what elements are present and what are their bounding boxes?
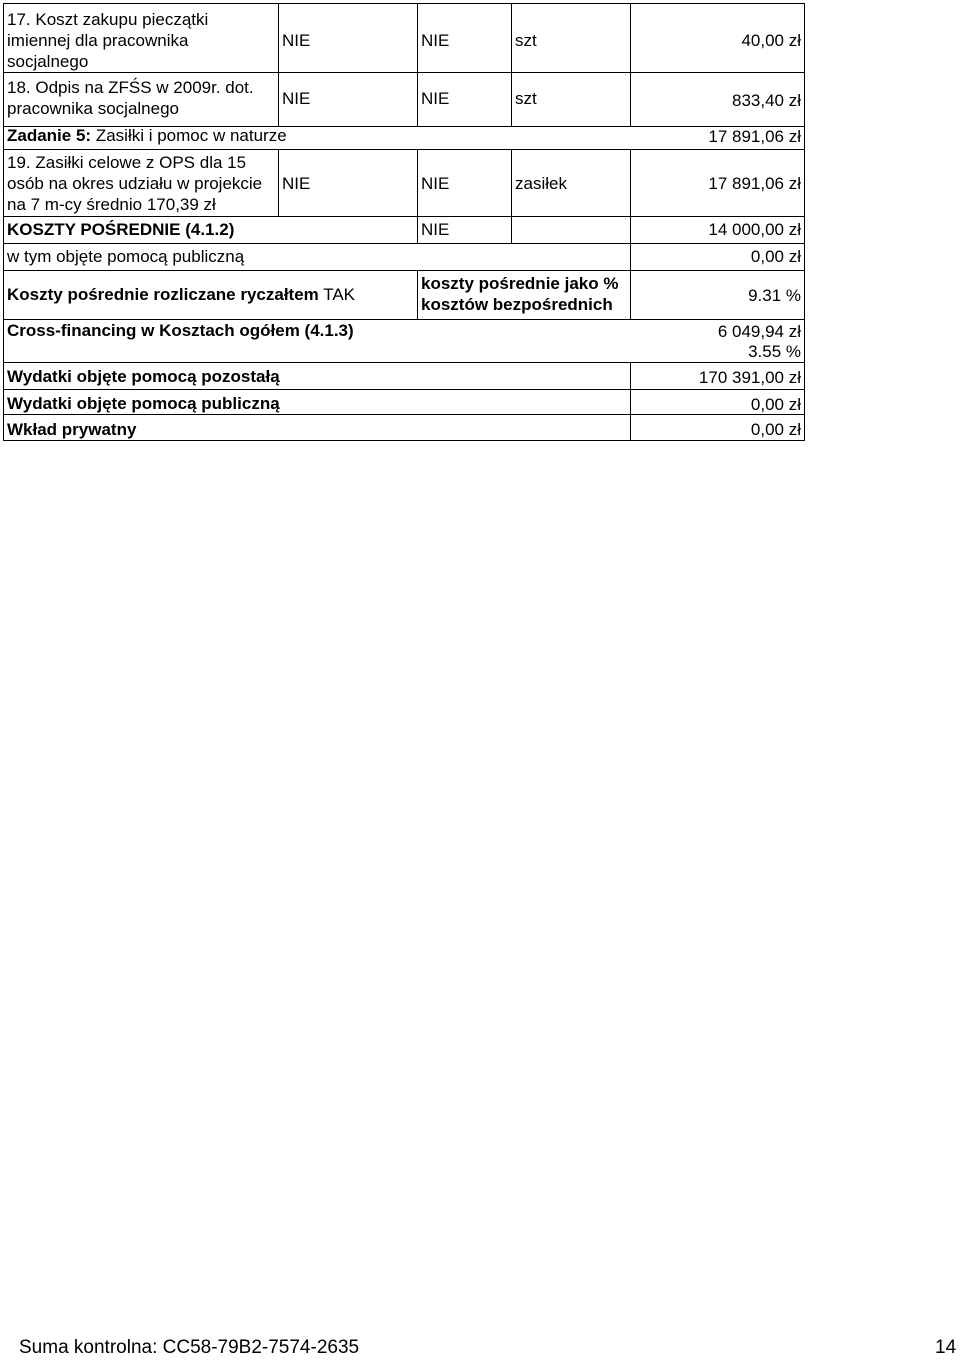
- task-5-label-bold: Zadanie 5:: [7, 126, 92, 145]
- row-separator: [3, 389, 805, 390]
- row-separator: [3, 72, 805, 73]
- item-19-label-line-2: osób na okres udziału w projekcie: [7, 174, 263, 193]
- flat-rate-label-bold: Koszty pośrednie rozliczane ryczałtem: [7, 285, 319, 304]
- flat-rate-label-value: TAK: [323, 285, 356, 304]
- public-aid-amount: 0,00 zł: [750, 395, 801, 414]
- table-border-top: [3, 3, 805, 4]
- table-border-right: [804, 3, 805, 441]
- item-18-label-line-1: 18. Odpis na ZFŚS w 2009r. dot.: [7, 78, 254, 97]
- flat-rate-note-line-2: kosztów bezpośrednich: [421, 295, 613, 314]
- other-aid-label: Wydatki objęte pomocą pozostałą: [7, 367, 280, 386]
- private-contribution-label: Wkład prywatny: [7, 420, 137, 439]
- public-aid-label: Wydatki objęte pomocą publiczną: [7, 394, 280, 413]
- item-17-label-line-2: imiennej dla pracownika: [7, 31, 189, 50]
- flat-rate-label: [7, 284, 355, 305]
- item-19-label-line-3: na 7 m-cy średnio 170,39 zł: [7, 195, 216, 214]
- item-19-unit: zasiłek: [515, 174, 567, 193]
- budget-table: [3, 3, 805, 441]
- col-separator: [417, 216, 418, 243]
- col-separator: [278, 3, 279, 126]
- item-18-label-line-2: pracownika socjalnego: [7, 99, 179, 118]
- row-separator: [3, 270, 805, 271]
- col-separator: [417, 149, 418, 216]
- item-17-col-a: NIE: [282, 31, 311, 50]
- col-separator: [511, 149, 512, 216]
- col-separator: [630, 270, 631, 319]
- public-aid-included-label: w tym objęte pomocą publiczną: [7, 247, 245, 266]
- cross-financing-label: Cross-financing w Kosztach ogółem (4.1.3): [7, 321, 354, 340]
- item-19-col-a: NIE: [282, 174, 311, 193]
- page-number: 14: [935, 1337, 957, 1358]
- item-17-amount: 40,00 zł: [741, 31, 801, 50]
- flat-rate-value: 9.31 %: [748, 286, 801, 305]
- task-5-amount: 17 891,06 zł: [708, 127, 801, 146]
- col-separator: [417, 3, 418, 126]
- col-separator: [511, 216, 512, 243]
- indirect-costs-label: KOSZTY POŚREDNIE (4.1.2): [7, 220, 235, 239]
- col-separator: [630, 3, 631, 126]
- item-18-col-a: NIE: [282, 89, 311, 108]
- cross-financing-amount: 6 049,94 zł: [717, 322, 801, 341]
- item-18-unit: szt: [515, 89, 537, 108]
- table-border-bottom: [3, 440, 805, 441]
- checksum-text: Suma kontrolna: CC58-79B2-7574-2635: [19, 1337, 360, 1358]
- item-17-unit: szt: [515, 31, 537, 50]
- indirect-costs-col-b: NIE: [421, 220, 450, 239]
- col-separator: [417, 270, 418, 319]
- col-separator: [630, 149, 631, 216]
- item-17-col-b: NIE: [421, 31, 450, 50]
- row-separator: [3, 243, 805, 244]
- flat-rate-note-line-1: koszty pośrednie jako %: [421, 274, 619, 293]
- item-18-col-b: NIE: [421, 89, 450, 108]
- row-separator: [3, 216, 805, 217]
- row-separator: [3, 362, 805, 363]
- item-19-label-line-1: 19. Zasiłki celowe z OPS dla 15: [7, 153, 247, 172]
- col-separator: [630, 216, 631, 243]
- col-separator: [278, 149, 279, 216]
- cross-financing-percent: 3.55 %: [748, 342, 801, 361]
- col-separator: [630, 362, 631, 441]
- other-aid-amount: 170 391,00 zł: [698, 368, 801, 387]
- col-separator: [630, 243, 631, 270]
- private-contribution-amount: 0,00 zł: [750, 420, 801, 439]
- table-border-left: [3, 3, 4, 441]
- item-19-col-b: NIE: [421, 174, 450, 193]
- item-19-amount: 17 891,06 zł: [708, 174, 801, 193]
- item-18-amount: 833,40 zł: [732, 91, 801, 110]
- row-separator: [3, 149, 805, 150]
- item-17-label-line-1: 17. Koszt zakupu pieczątki: [7, 10, 209, 29]
- public-aid-included-amount: 0,00 zł: [750, 247, 801, 266]
- item-17-label-line-3: socjalnego: [7, 52, 89, 71]
- task-5-label-rest: Zasiłki i pomoc w naturze: [95, 126, 287, 145]
- col-separator: [511, 3, 512, 126]
- task-5-label: [7, 125, 287, 146]
- indirect-costs-amount: 14 000,00 zł: [708, 220, 801, 239]
